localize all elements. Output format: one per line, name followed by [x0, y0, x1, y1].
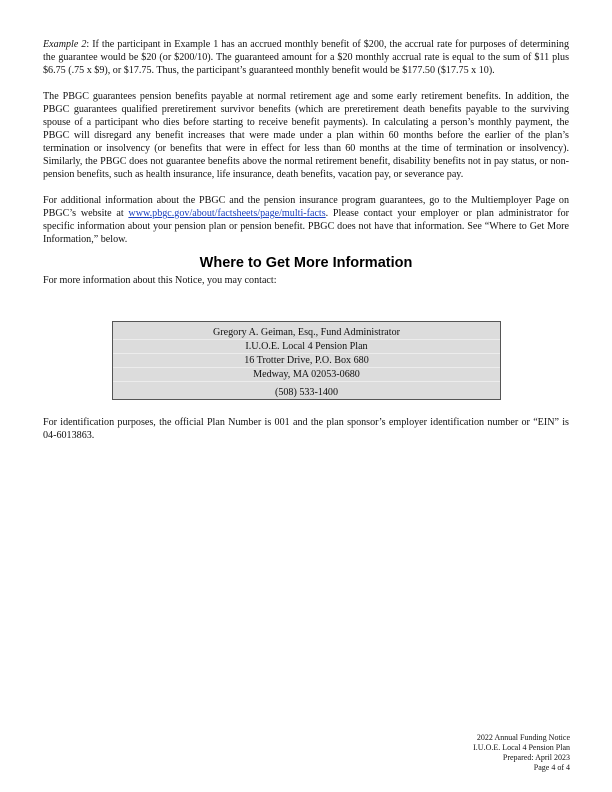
section-heading: Where to Get More Information [199, 255, 413, 271]
guarantee-paragraph: The PBGC guarantees pension benefits payable at normal retirement age and some early retirement benefits. In addition, the PBGC guarantees qualified preretirement survivor benefits (which are preretirement death benefits payable to the surviving spouse of a participant who dies before starting to receive benefit payments). In calculating a person’s monthly payment, the PBGC will disregard any benefit increases that were made under a plan within 60 months before the earlier of the plan’s termination or insolvency (or benefits that were in effect for less than 60 months at the time of termination or insolvency). Similarly, the PBGC does not guarantee benefits above the normal retirement benefit, disability benefits not in pay status, or non-pension benefits, such as health insurance, life insurance, death benefits, vacation pay, or severance pay. [43, 91, 569, 180]
contact-name: Gregory A. Geiman, Esq., Fund Administrator [113, 326, 500, 340]
footer-page-number: Page 4 of 4 [533, 763, 570, 772]
pbgc-multi-facts-link[interactable]: www.pbgc.gov/about/factsheets/page/multi-facts [128, 208, 326, 219]
footer-notice-title: 2022 Annual Funding Notice [476, 733, 570, 742]
footer-plan-name: I.U.O.E. Local 4 Pension Plan [473, 743, 570, 752]
example-label: Example 2 [43, 39, 87, 50]
footer-prepared-date: Prepared: April 2023 [502, 753, 570, 762]
page-footer [473, 733, 570, 773]
page-content [43, 38, 569, 287]
contact-address-line2: Medway, MA 02053-0680 [113, 368, 500, 382]
contact-intro: For more information about this Notice, you may contact: [43, 275, 277, 286]
contact-box [112, 321, 501, 400]
additional-info-text: For additional information about the PBGC and the pension insurance program guarantees, go to the Multiemployer Page on PBGC’s website at [43, 195, 569, 219]
additional-info-text-end: . Please contact your employer or plan administrator for specific information about your pension plan or pension benefit. PBGC does not have that information. See “Where to Get More Information,” below. [43, 208, 569, 245]
additional-info-paragraph [43, 194, 569, 246]
example-paragraph [43, 38, 569, 77]
contact-plan: I.U.O.E. Local 4 Pension Plan [113, 340, 500, 354]
contact-phone: (508) 533-1400 [274, 387, 339, 398]
contact-address-line1: 16 Trotter Drive, P.O. Box 680 [113, 354, 500, 368]
identification-paragraph: For identification purposes, the official Plan Number is 001 and the plan sponsor’s employer identification number or “EIN” is 04-6013863. [43, 417, 569, 441]
example-text: : If the participant in Example 1 has an accrued monthly benefit of $200, the accrual rate for purposes of determining the guarantee would be $20 (or $200/10). The guaranteed amount for a $20 monthly accrual rate is equal to the sum of $11 plus $6.75 (.75 x $9), or $17.75. Thus, the participant’s guaranteed monthly benefit would be $177.50 ($17.75 x 10). [43, 39, 569, 76]
